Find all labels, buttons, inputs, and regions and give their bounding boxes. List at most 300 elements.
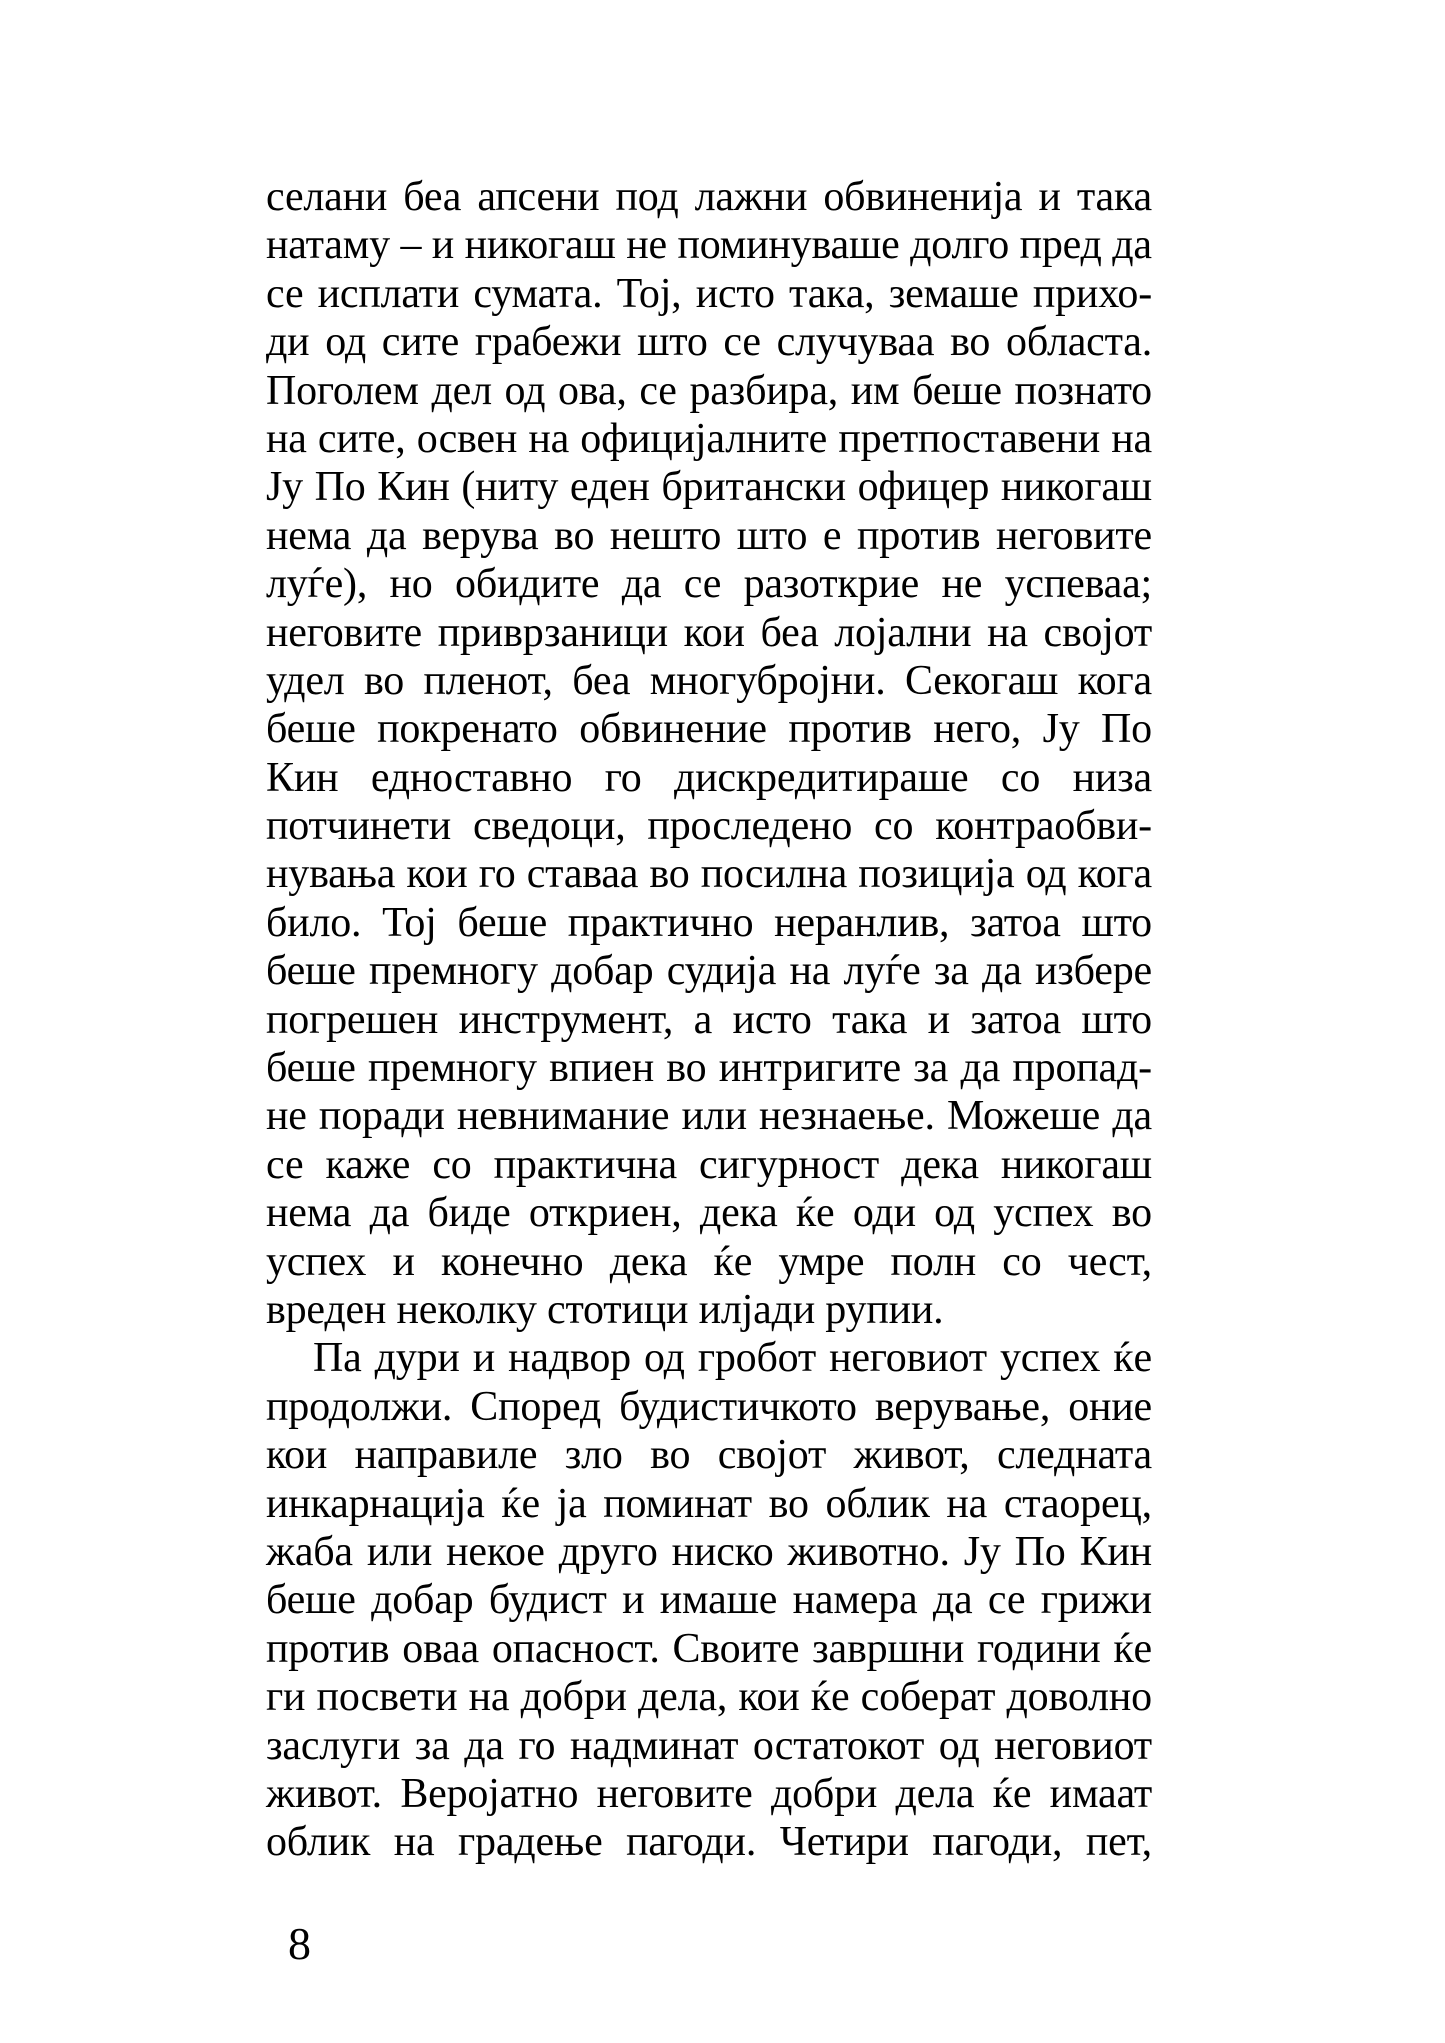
word: што [736,512,808,559]
word: неговите [596,1770,753,1817]
word: впиен [549,1045,654,1092]
word: нема [266,512,352,559]
word: но [389,561,433,608]
word: и [622,1577,645,1624]
word: оди [852,1190,916,1237]
word: беа [760,609,819,656]
word: на [987,609,1028,656]
word: пропад- [1012,1045,1152,1092]
word: потчинети [266,803,452,850]
word: соберат [860,1674,996,1721]
word: поминат [603,1480,752,1527]
word: претпоставени [838,415,1101,462]
word: зло [564,1432,623,1479]
word: против [788,706,912,753]
word: удел [266,657,345,704]
word: сведоци, [472,803,626,850]
word: умре [778,1238,865,1285]
word: (ниту [461,464,559,511]
word: направиле [354,1432,538,1479]
word: долго [910,222,1010,269]
word: приврзаници [437,609,668,656]
word: прихо- [1032,270,1152,317]
word: никогаш [464,222,616,269]
word: опасност. [491,1625,660,1672]
word: будист [488,1577,607,1624]
word: доволно [1006,1674,1152,1721]
word: во [950,319,991,366]
word: го [604,754,642,801]
word: остатокот [752,1722,925,1769]
word: на [468,1674,510,1721]
word: офицер [857,464,990,511]
word: луѓе [843,948,921,995]
word: нема [266,1190,352,1237]
word: и [927,996,950,1043]
word: По [1101,706,1152,753]
word: Поголем [266,367,419,414]
text-line [266,1044,1152,1092]
word: ќе [810,1674,850,1721]
word: и [1038,174,1061,220]
word: пагоди. [626,1819,757,1866]
word: нувања [266,851,396,898]
word: против [856,512,981,559]
word: оваа [402,1625,479,1672]
word: кога [1077,851,1152,898]
word: следната [996,1432,1152,1479]
word: дискредитираше [673,754,969,801]
word: Ју [1042,706,1080,753]
word: будистичкото [619,1383,857,1430]
word: што [1081,899,1152,946]
word: поминуваше [677,222,900,269]
word: жаба [266,1528,353,1575]
word: против [266,1625,390,1672]
word: за [933,948,969,995]
text-line [266,1818,1152,1866]
word: се [723,319,761,366]
word: да [464,1722,504,1769]
word: лажни [694,174,808,220]
word: многубројни. [649,657,886,704]
word: така, [789,270,875,317]
word: било. [266,899,362,946]
word: животно. [787,1528,950,1575]
word: во [554,512,595,559]
word: едноставно [370,754,573,801]
word: беа [403,174,462,220]
word: успеваа; [1004,561,1152,608]
word: со [432,1141,472,1188]
word: дела, [638,1674,728,1721]
word: грижи [1040,1577,1152,1624]
word: официјалните [580,415,828,462]
word: конечно [440,1238,584,1285]
word: дека [699,1190,778,1237]
word: верува [422,512,539,559]
word: во [650,1432,691,1479]
word: исплати [317,270,460,317]
text-line [266,1528,1152,1576]
word: Па [313,1335,362,1382]
word: за [913,1045,949,1092]
text-line [266,754,1152,802]
word: Своите [672,1625,800,1672]
word: неговите [266,609,423,656]
word: облик [266,1819,371,1866]
word: интригите [718,1045,901,1092]
word: чест, [1067,1238,1152,1285]
word: да [960,1045,1001,1092]
word: и [392,1238,415,1285]
word: проследено [647,803,853,850]
word: полн [890,1238,977,1285]
word: ќе [795,1190,835,1237]
word: беше [457,899,548,946]
word: се [639,367,677,414]
word: затоа [970,996,1061,1043]
word: се [266,1141,304,1188]
word: никогаш [1000,464,1152,511]
text-line [266,1334,1152,1382]
text-line [266,705,1152,753]
text-line [266,1383,1152,1431]
word: пленот, [423,657,553,704]
word: еден [569,464,650,511]
word: во [649,851,690,898]
word: луѓе), [266,561,368,608]
text-line [266,221,1152,269]
word: грабежи [474,319,622,366]
word: дека [901,1141,979,1188]
word: имаат [1049,1770,1152,1817]
word: од [325,319,366,366]
word: практична [493,1141,677,1188]
word: сигурност [699,1141,880,1188]
word: сумата. [473,270,603,317]
text-line [266,1141,1152,1189]
word: ќе [1113,1625,1152,1672]
word: кои [406,851,468,898]
text-line [266,1673,1152,1721]
word: незнаење. [759,1093,935,1140]
word: Веројатно [400,1770,579,1817]
word: така [832,996,908,1043]
word: пагоди, [932,1819,1063,1866]
word: инкарнација [266,1480,485,1527]
word: позиција [858,851,1015,898]
word: својот [1043,609,1152,656]
text-line [266,1576,1152,1624]
word: од [1025,851,1067,898]
body-text [266,173,1152,1867]
word: него, [933,706,1022,753]
word: Според [470,1383,602,1430]
word: својот [717,1432,827,1479]
word: никогаш [1000,1141,1152,1188]
word: во [666,1045,707,1092]
word: го [518,1722,556,1769]
text-line [266,1770,1152,1818]
word: ова, [558,367,627,414]
word: низа [1072,754,1152,801]
word: некое [446,1528,545,1575]
text-line [266,318,1152,366]
word: Секогаш [904,657,1059,704]
word: добар [551,948,654,995]
word: друго [558,1528,658,1575]
word: избере [1034,948,1152,995]
word: успех [266,1238,367,1285]
text-line [266,512,1152,560]
word: не [626,222,667,269]
word: пред [1019,222,1102,269]
word: пет, [1085,1819,1152,1866]
word: се [683,561,722,608]
word: затоа [970,899,1061,946]
text-line [266,270,1152,318]
word: покренато [377,706,558,753]
word: да [1112,1093,1152,1140]
word: премногу [368,948,538,995]
word: беше [266,1045,356,1092]
word: областа. [1006,319,1152,366]
word: случуваа [776,319,935,366]
word: се [266,270,304,317]
word: на [393,1819,435,1866]
word: живот, [853,1432,970,1479]
word: кога [1077,657,1152,704]
text-line [266,996,1152,1044]
word: живот. [266,1770,382,1817]
text-line [266,899,1152,947]
text-line [266,1092,1152,1140]
word: да [369,1190,410,1237]
word: разоткрие [743,561,920,608]
word: Кин [1079,1528,1152,1575]
word: инструмент, [458,996,674,1043]
word: имаше [659,1577,778,1624]
word: гробот [697,1335,817,1382]
word: е [822,512,842,559]
word: британски [661,464,846,511]
word: судија [666,948,777,995]
word: се [987,1577,1026,1624]
word: сите, [317,415,406,462]
word: со [1002,1238,1042,1285]
word: посилна [700,851,848,898]
text-line [266,1238,1152,1286]
word: облик [825,1480,930,1527]
word: да [621,561,662,608]
word: неговите [995,512,1152,559]
word: Тој [382,899,437,946]
word: не [941,561,983,608]
text-line [266,560,1152,608]
word: ќе [501,1480,540,1527]
word: во [1111,1190,1152,1237]
word: обвиненија [823,174,1023,220]
word: дека [609,1238,688,1285]
word: беше [912,367,1002,414]
word: По [314,464,366,511]
word: ги [266,1674,306,1721]
word: кои [266,1432,328,1479]
word: во [768,1480,809,1527]
text-line [266,850,1152,898]
word: успех [999,1335,1101,1382]
text-line [266,1625,1152,1673]
page-number: 8 [288,1918,311,1969]
word: градење [458,1819,603,1866]
word: посвети [316,1674,458,1721]
text-line [266,609,1152,657]
word: кои [738,1674,800,1721]
word: – [400,222,422,269]
word: за [414,1722,450,1769]
word: од [504,367,546,414]
word: обвинение [579,706,767,753]
word: ја [556,1480,587,1527]
word: контраобви- [935,803,1152,850]
word: премногу [367,1045,537,1092]
word: од [934,1190,975,1237]
word: да [366,512,407,559]
text-line [266,173,1152,221]
word: верување, [874,1383,1051,1430]
word: натаму [266,222,390,269]
text-line [266,657,1152,705]
word: стаорец, [1003,1480,1152,1527]
text-line [266,1480,1152,1528]
word: дури [374,1335,460,1382]
word: на [266,415,307,462]
word: на [528,415,570,462]
word: добар [371,1577,474,1624]
word: беа [572,657,631,704]
word: во [363,657,405,704]
word: исто [695,270,775,317]
word: каже [325,1141,411,1188]
text-line [266,947,1152,995]
word: и [472,1335,496,1382]
word: со [874,803,914,850]
word: Ју [963,1528,1001,1575]
text-line [266,415,1152,463]
word: ставаа [526,851,639,898]
word: беше [266,706,356,753]
word: намера [792,1577,918,1624]
word: селани [266,174,388,220]
word: ќе [713,1238,753,1285]
word: земаше [888,270,1019,317]
word: Можеше [946,1093,1101,1140]
word: добри [520,1674,627,1721]
text-line [266,1189,1152,1237]
word: успех [993,1190,1094,1237]
word: го [478,851,516,898]
word: сите [381,319,460,366]
word: По [1014,1528,1066,1575]
text-line: вреден неколку стотици илјади рупии. [266,1286,944,1333]
word: дела [895,1770,975,1817]
word: да [1112,222,1152,269]
word: ниско [671,1528,774,1575]
word: од [644,1335,685,1382]
word: Ју [266,464,303,511]
word: неговиот [994,1722,1152,1769]
text-line [266,463,1152,511]
word: Четири [779,1819,909,1866]
word: завршни [812,1625,965,1672]
word: им [850,367,900,414]
word: Кин [377,464,450,511]
word: ќе [992,1770,1032,1817]
word: разбира, [689,367,839,414]
text-line [266,1431,1152,1479]
word: на [1111,415,1152,462]
word: невнимание [456,1093,670,1140]
word: на [789,948,831,995]
word: лојални [834,609,972,656]
word: под [615,174,679,220]
word: надминат [569,1722,739,1769]
word: беше [266,948,356,995]
word: или [366,1528,433,1575]
word: на [946,1480,988,1527]
word: заслуги [266,1722,401,1769]
word: да [982,948,1022,995]
word: биде [427,1190,511,1237]
word: а [693,996,713,1043]
word: не [266,1093,307,1140]
word: години [976,1625,1101,1672]
word: Кин [266,754,339,801]
word: беше [266,1577,356,1624]
word: погрешен [266,996,439,1043]
word: да [932,1577,973,1624]
text-line [266,1722,1152,1770]
word: добри [770,1770,878,1817]
text-line [266,802,1152,850]
word: познато [1014,367,1152,414]
word: практично [567,899,754,946]
word: ќе [1113,1335,1152,1382]
word: или [681,1093,747,1140]
word: неговиот [829,1335,987,1382]
word: од [938,1722,980,1769]
word: нешто [609,512,722,559]
word: откриен, [528,1190,682,1237]
word: продолжи. [266,1383,453,1430]
word: и [431,222,455,269]
word: кои [683,609,745,656]
word: освен [416,415,518,462]
word: дел [431,367,492,414]
word: што [637,319,708,366]
word: поради [318,1093,445,1140]
word: така [1076,174,1152,220]
word: обидите [455,561,600,608]
text-line [266,367,1152,415]
word: со [1000,754,1041,801]
word: исто [732,996,812,1043]
word: оние [1068,1383,1152,1430]
word: што [1081,996,1152,1043]
word: надвор [508,1335,631,1382]
word: Тој, [616,270,682,317]
